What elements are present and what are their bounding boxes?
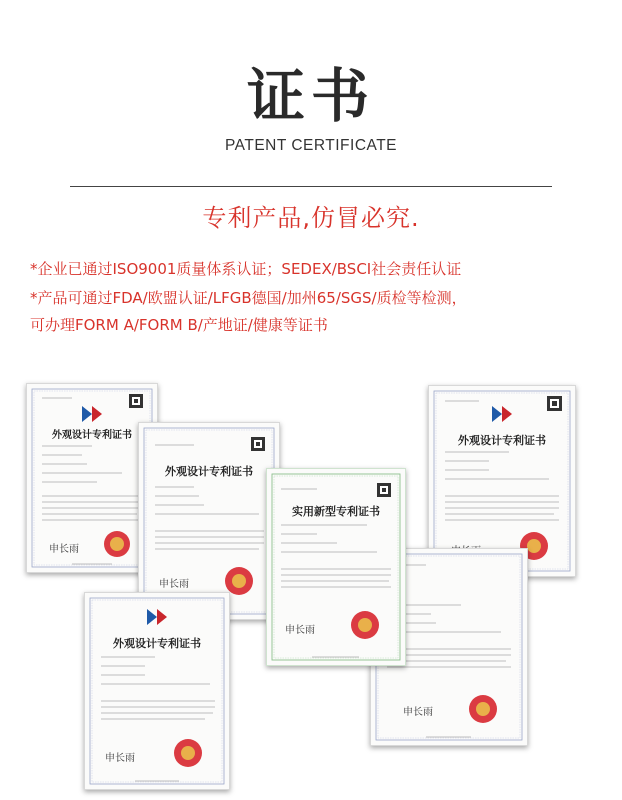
svg-text:申长雨: 申长雨 [403,707,433,718]
page-subtitle: PATENT CERTIFICATE [224,137,398,154]
certificate-title: 外观设计专利证书 [458,434,546,447]
divider [70,186,552,187]
note-line: 可办理FORM A/FORM B/产地证/健康等证书 [30,316,328,334]
slogan: 专利产品,仿冒必究. [202,204,420,232]
utility-model-certificate [266,468,406,666]
svg-text:申长雨: 申长雨 [285,625,315,636]
svg-text:申长雨: 申长雨 [49,544,79,555]
svg-text:申长雨: 申长雨 [159,579,189,590]
certificate-title: 外观设计专利证书 [165,465,253,478]
note-line: *企业已通过ISO9001质量体系认证；SEDEX/BSCI社会责任认证 [30,260,462,278]
certificate-title: 实用新型专利证书 [292,505,380,518]
patent-certificate [138,422,280,620]
svg-text:申长雨: 申长雨 [105,753,135,764]
page-title: 证书 [246,62,375,130]
certificate-title: 外观设计专利证书 [52,430,132,441]
note-line: *产品可通过FDA/欧盟认证/LFGB德国/加州65/SGS/质检等检测， [30,289,467,307]
patent-certificate [84,592,230,790]
certificate-title: 外观设计专利证书 [113,637,201,650]
